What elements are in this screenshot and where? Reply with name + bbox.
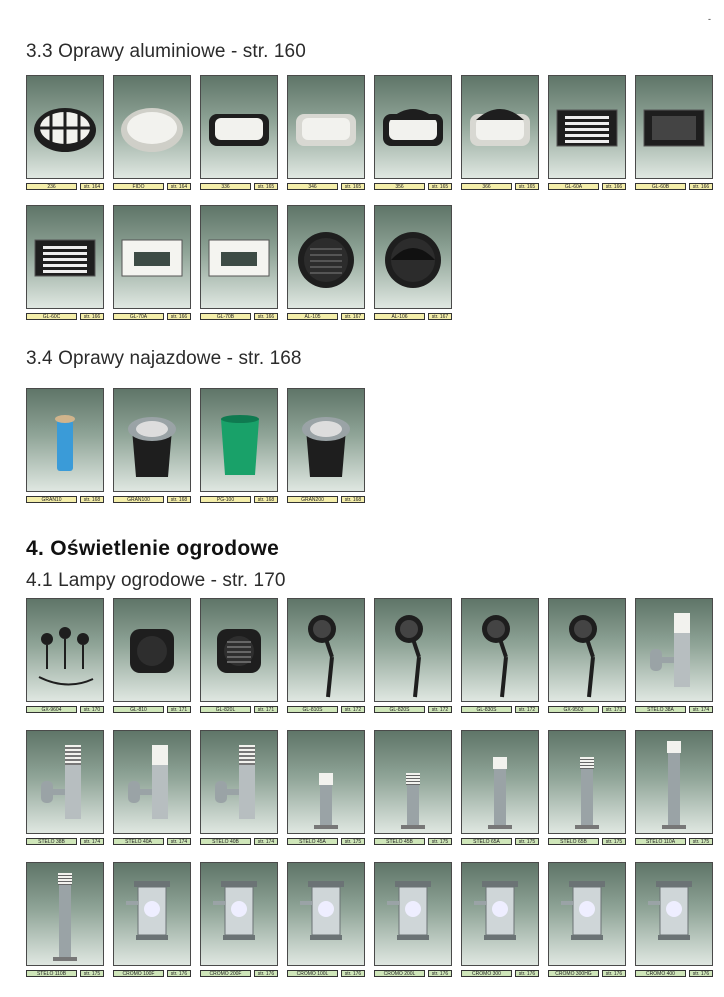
product-page-ref: str. 174	[167, 838, 191, 845]
spike-spot-hood-icon	[461, 598, 539, 702]
product-page-ref: str. 171	[254, 706, 278, 713]
bollard-medium-icon	[461, 730, 539, 834]
product-card	[548, 862, 626, 976]
chapter-title: 4. Oświetlenie ogrodowe	[26, 537, 280, 560]
bulkhead-rect-black-icon	[200, 75, 278, 179]
product-code: GRAN200	[287, 496, 338, 503]
product-card	[548, 730, 626, 844]
product-card	[26, 730, 104, 844]
product-page-ref: str. 175	[341, 838, 365, 845]
product-code: GX-9604	[26, 706, 77, 713]
product-card	[200, 388, 278, 502]
floodlight-louvre-icon	[200, 598, 278, 702]
product-page-ref: str. 175	[689, 838, 713, 845]
product-code: AL-106	[374, 313, 425, 320]
product-code: STELO 110A	[635, 838, 686, 845]
product-code: GX-9502	[548, 706, 599, 713]
product-code: GL-70B	[200, 313, 251, 320]
product-code: GL-60C	[26, 313, 77, 320]
product-card	[287, 388, 365, 502]
bulkhead-oval-icon	[113, 75, 191, 179]
section-heading-aluminium: 3.3 Oprawy aluminiowe - str. 160	[26, 41, 306, 62]
product-card	[26, 205, 104, 319]
ceiling-lantern-cromo-icon	[461, 862, 539, 966]
floodlight-round-icon	[113, 598, 191, 702]
product-page-ref: str. 176	[254, 970, 278, 977]
bollard-medium-ribbed-icon	[548, 730, 626, 834]
wall-lantern-angled-ribbed-icon	[200, 730, 278, 834]
product-code: STELO 110B	[26, 970, 77, 977]
product-code: GL-810S	[287, 706, 338, 713]
product-code: AL-105	[287, 313, 338, 320]
product-page-ref: str. 166	[602, 183, 626, 190]
product-page-ref: str. 165	[254, 183, 278, 190]
product-card	[26, 75, 104, 189]
product-code: CROMO 200L	[374, 970, 425, 977]
wall-lantern-cromo-side-icon	[287, 862, 365, 966]
bollard-short-ribbed-icon	[374, 730, 452, 834]
product-code: FIDO	[113, 183, 164, 190]
product-card	[113, 75, 191, 189]
product-code: 346	[287, 183, 338, 190]
product-card	[635, 75, 713, 189]
product-card	[461, 730, 539, 844]
product-code: STELO 40B	[200, 838, 251, 845]
ground-light-round-icon	[287, 388, 365, 492]
product-card	[26, 388, 104, 502]
bollard-tall-icon	[635, 730, 713, 834]
product-page-ref: str. 172	[515, 706, 539, 713]
product-page-ref: str. 168	[167, 496, 191, 503]
product-page-ref: str. 166	[80, 313, 104, 320]
bulkhead-rect-hood-black-icon	[374, 75, 452, 179]
product-card	[200, 730, 278, 844]
product-code: GL-60A	[548, 183, 599, 190]
product-code: 356	[374, 183, 425, 190]
product-code: GRAN10	[26, 496, 77, 503]
product-page-ref: str. 173	[602, 706, 626, 713]
product-page-ref: str. 167	[428, 313, 452, 320]
product-code: GL-810	[113, 706, 164, 713]
product-page-ref: str. 165	[428, 183, 452, 190]
bulkhead-oval-cage-icon	[26, 75, 104, 179]
product-page-ref: str. 176	[428, 970, 452, 977]
product-card	[374, 75, 452, 189]
product-code: STELO 65A	[461, 838, 512, 845]
product-card	[374, 730, 452, 844]
pendant-lantern-cromo-icon	[548, 862, 626, 966]
ground-light-small-icon	[26, 388, 104, 492]
product-page-ref: str. 174	[689, 706, 713, 713]
product-code: 366	[461, 183, 512, 190]
product-code: CROMO 100L	[287, 970, 338, 977]
product-card	[635, 730, 713, 844]
product-code: STELO 45A	[287, 838, 338, 845]
product-page-ref: str. 167	[341, 313, 365, 320]
product-code: GL-820S	[374, 706, 425, 713]
product-code: 236	[26, 183, 77, 190]
product-code: GRAN100	[113, 496, 164, 503]
post-lantern-cromo-icon	[635, 862, 713, 966]
product-page-ref: str. 176	[689, 970, 713, 977]
product-code: CROMO 400	[635, 970, 686, 977]
product-page-ref: str. 175	[80, 970, 104, 977]
wall-lantern-steel-icon	[635, 598, 713, 702]
step-light-white-icon	[113, 205, 191, 309]
product-card	[461, 598, 539, 712]
section-heading-ground: 3.4 Oprawy najazdowe - str. 168	[26, 348, 302, 369]
product-code: CROMO 300HG	[548, 970, 599, 977]
product-code: STELO 65B	[548, 838, 599, 845]
product-page-ref: str. 168	[254, 496, 278, 503]
product-page-ref: str. 170	[80, 706, 104, 713]
product-page-ref: str. 172	[341, 706, 365, 713]
product-page-ref: str. 165	[341, 183, 365, 190]
product-card	[287, 730, 365, 844]
product-page-ref: str. 166	[254, 313, 278, 320]
product-card	[374, 862, 452, 976]
product-page-ref: str. 175	[515, 838, 539, 845]
product-card	[635, 598, 713, 712]
product-card	[200, 205, 278, 319]
product-card	[200, 598, 278, 712]
wall-lantern-cromo-icon	[113, 862, 191, 966]
installation-sleeve-icon	[200, 388, 278, 492]
product-page-ref: str. 175	[602, 838, 626, 845]
product-page-ref: str. 175	[428, 838, 452, 845]
product-code: GL-70A	[113, 313, 164, 320]
product-card	[26, 862, 104, 976]
product-card	[635, 862, 713, 976]
product-card	[113, 598, 191, 712]
round-louvre-light-icon	[287, 205, 365, 309]
spike-spot-louvre-icon	[374, 598, 452, 702]
product-page-ref: str. 176	[341, 970, 365, 977]
product-card	[113, 862, 191, 976]
product-page-ref: str. 171	[167, 706, 191, 713]
product-code: CROMO 200F	[200, 970, 251, 977]
product-card	[113, 205, 191, 319]
product-card	[374, 598, 452, 712]
product-card	[200, 862, 278, 976]
product-card	[374, 205, 452, 319]
bollard-tall-ribbed-icon	[26, 862, 104, 966]
bulkhead-rect-white-icon	[287, 75, 365, 179]
product-code: GL-820L	[200, 706, 251, 713]
spike-spot-angled-icon	[548, 598, 626, 702]
product-code: STELO 40A	[113, 838, 164, 845]
wall-lantern-cromo-bracket-icon	[374, 862, 452, 966]
product-code: STELO 38A	[635, 706, 686, 713]
product-page-ref: str. 166	[689, 183, 713, 190]
product-page-ref: str. 174	[254, 838, 278, 845]
product-page-ref: str. 176	[167, 970, 191, 977]
product-page-ref: str. 164	[80, 183, 104, 190]
product-page-ref: str. 176	[602, 970, 626, 977]
product-page-ref: str. 166	[167, 313, 191, 320]
product-code: STELO 38B	[26, 838, 77, 845]
product-page-ref: str. 172	[428, 706, 452, 713]
product-code: 336	[200, 183, 251, 190]
spike-spot-icon	[287, 598, 365, 702]
product-page-ref: str. 168	[80, 496, 104, 503]
round-hood-light-icon	[374, 205, 452, 309]
product-code: STELO 45B	[374, 838, 425, 845]
step-light-louvre-icon	[548, 75, 626, 179]
product-code: GL-830S	[461, 706, 512, 713]
product-card	[113, 388, 191, 502]
wall-lantern-cromo-down-icon	[200, 862, 278, 966]
product-page-ref: str. 168	[341, 496, 365, 503]
product-card	[287, 205, 365, 319]
product-page-ref: str. 164	[167, 183, 191, 190]
product-card	[26, 598, 104, 712]
bollard-short-icon	[287, 730, 365, 834]
step-light-angled-icon	[26, 205, 104, 309]
step-light-white-grid-icon	[200, 205, 278, 309]
product-card	[461, 75, 539, 189]
product-card	[287, 862, 365, 976]
ground-light-large-icon	[113, 388, 191, 492]
bulkhead-rect-hood-white-icon	[461, 75, 539, 179]
product-code: CROMO 100F	[113, 970, 164, 977]
product-page-ref: str. 176	[515, 970, 539, 977]
page-corner-mark: -	[708, 14, 711, 24]
product-card	[548, 75, 626, 189]
wall-lantern-angled-icon	[113, 730, 191, 834]
product-page-ref: str. 174	[80, 838, 104, 845]
section-heading-garden: 4.1 Lampy ogrodowe - str. 170	[26, 570, 286, 591]
product-code: CROMO 300	[461, 970, 512, 977]
product-card	[200, 75, 278, 189]
product-page-ref: str. 165	[515, 183, 539, 190]
wall-lantern-ribbed-icon	[26, 730, 104, 834]
product-code: GL-60B	[635, 183, 686, 190]
step-light-glass-icon	[635, 75, 713, 179]
product-card	[113, 730, 191, 844]
product-card	[287, 75, 365, 189]
spike-light-set-icon	[26, 598, 104, 702]
product-card	[461, 862, 539, 976]
product-card	[548, 598, 626, 712]
product-code: PG-100	[200, 496, 251, 503]
product-card	[287, 598, 365, 712]
